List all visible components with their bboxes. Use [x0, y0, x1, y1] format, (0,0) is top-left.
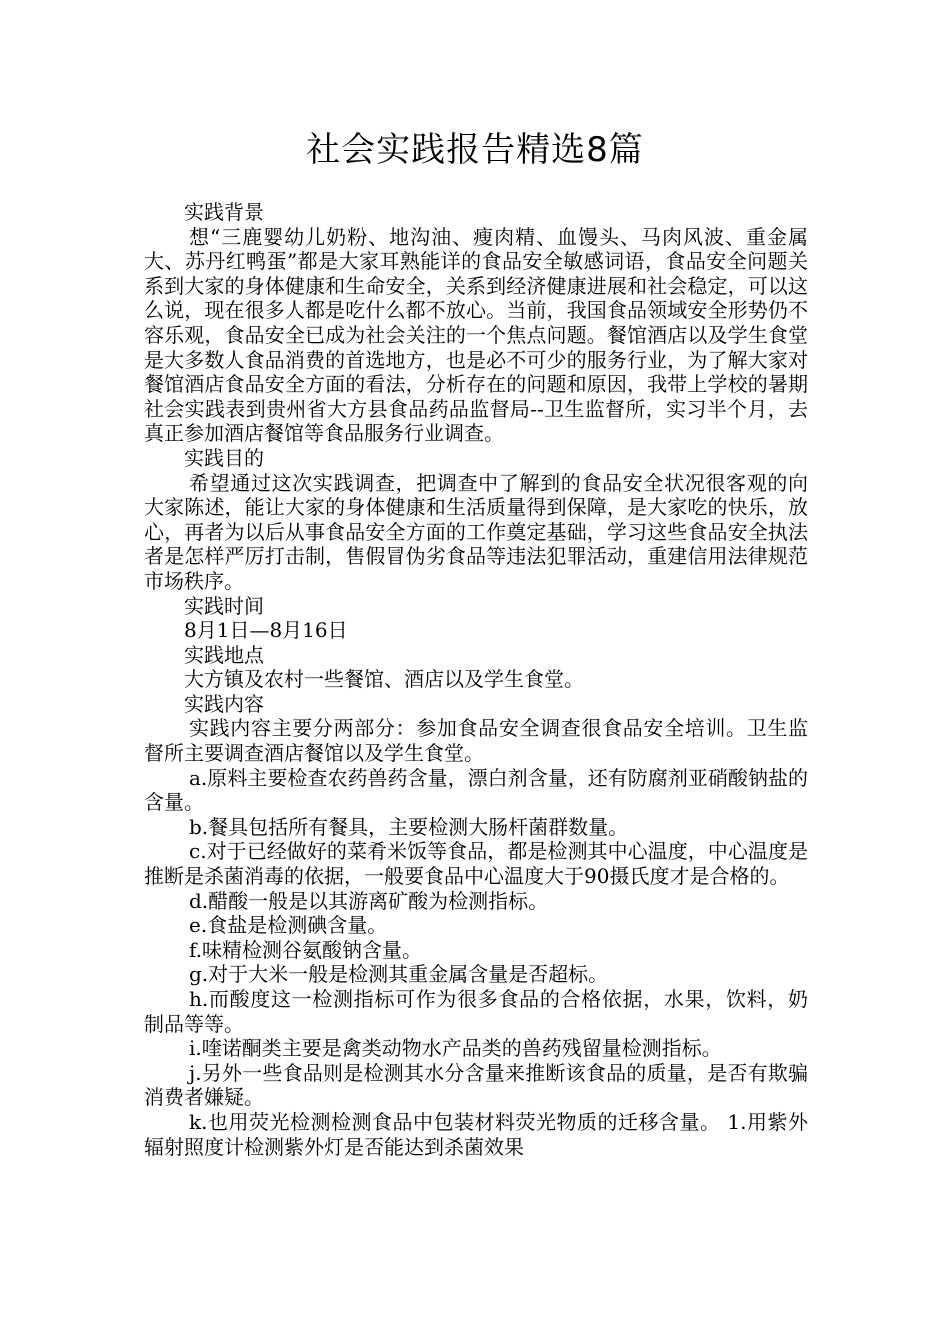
- document-title: 社会实践报告精选8篇: [306, 130, 644, 170]
- body-paragraph: j.另外一些食品则是检测其水分含量来推断该食品的质量，是否有欺骗消费者嫌疑。: [144, 1060, 808, 1110]
- body-paragraph: h.而酸度这一检测指标可作为很多食品的合格依据，水果，饮料，奶制品等等。: [144, 987, 808, 1036]
- section-heading: 实践地点: [184, 642, 264, 667]
- body-paragraph: 想“三鹿婴幼儿奶粉、地沟油、瘦肉精、血馒头、马肉风波、重金属大、苏丹红鸭蛋”都是大家耳熟能详的食品安全敏感词语，食品安全问题关系到大家的身体健康和生命安全，关系到经济健康进展和社会稳定，可以这么说，现在很多人都是吃什么都不放心。当前，我国食品领域安全形势仍不容乐观，食品安全已成为社会关注的一个焦点问题。餐馆酒店以及学生食堂是大多数人食品消费的首选地方，也是必不可少的服务行业，为了解大家对餐馆酒店食品安全方面的看法，分析存在的问题和原因，我带上学校的暑期社会实践表到贵州省大方县食品药品监督局--卫生监督所，实习半个月，去真正参加酒店餐馆等食品服务行业调查。: [144, 224, 808, 446]
- body-paragraph: g.对于大米一般是检测其重金属含量是否超标。: [189, 962, 609, 987]
- section-heading: 实践背景: [184, 200, 264, 224]
- body-paragraph: f.味精检测谷氨酸钠含量。: [189, 937, 423, 962]
- document-body: [144, 200, 808, 1159]
- section-heading: 实践目的: [184, 445, 264, 470]
- body-paragraph: b.餐具包括所有餐具，主要检测大肠杆菌群数量。: [189, 814, 629, 839]
- body-paragraph: 希望通过这次实践调查，把调查中了解到的食品安全状况很客观的向大家陈述，能让大家的身体健康和生活质量得到保障，是大家吃的快乐，放心，再者为以后从事食品安全方面的工作奠定基础，学习这些食品安全执法者是怎样严厉打击制，售假冒伪劣食品等违法犯罪活动，重建信用法律规范市场秩序。: [144, 470, 808, 593]
- body-paragraph: i.喹诺酮类主要是禽类动物水产品类的兽药残留量检测指标。: [189, 1036, 722, 1061]
- section-heading: 实践内容: [184, 691, 264, 716]
- body-paragraph: c.对于已经做好的菜肴米饭等食品，都是检测其中心温度，中心温度是推断是杀菌消毒的依据，一般要食品中心温度大于90摄氏度才是合格的。: [144, 839, 808, 889]
- body-paragraph: k.也用荧光检测检测食品中包装材料荧光物质的迁移含量。 1.用紫外辐射照度计检测紫外灯是否能达到杀菌效果: [144, 1109, 808, 1159]
- body-paragraph: d.醋酸一般是以其游离矿酸为检测指标。: [189, 888, 549, 913]
- body-paragraph: e.食盐是检测碘含量。: [189, 913, 388, 938]
- body-paragraph: 实践内容主要分两部分：参加食品安全调查很食品安全培训。卫生监督所主要调查酒店餐馆以及学生食堂。: [144, 716, 808, 766]
- body-paragraph: 8月1日—8月16日: [184, 618, 348, 643]
- body-paragraph: 大方镇及农村一些餐馆、酒店以及学生食堂。: [184, 667, 584, 692]
- section-heading: 实践时间: [184, 593, 264, 618]
- body-paragraph: a.原料主要检查农药兽药含量，漂白剂含量，还有防腐剂亚硝酸钠盐的含量。: [144, 765, 808, 815]
